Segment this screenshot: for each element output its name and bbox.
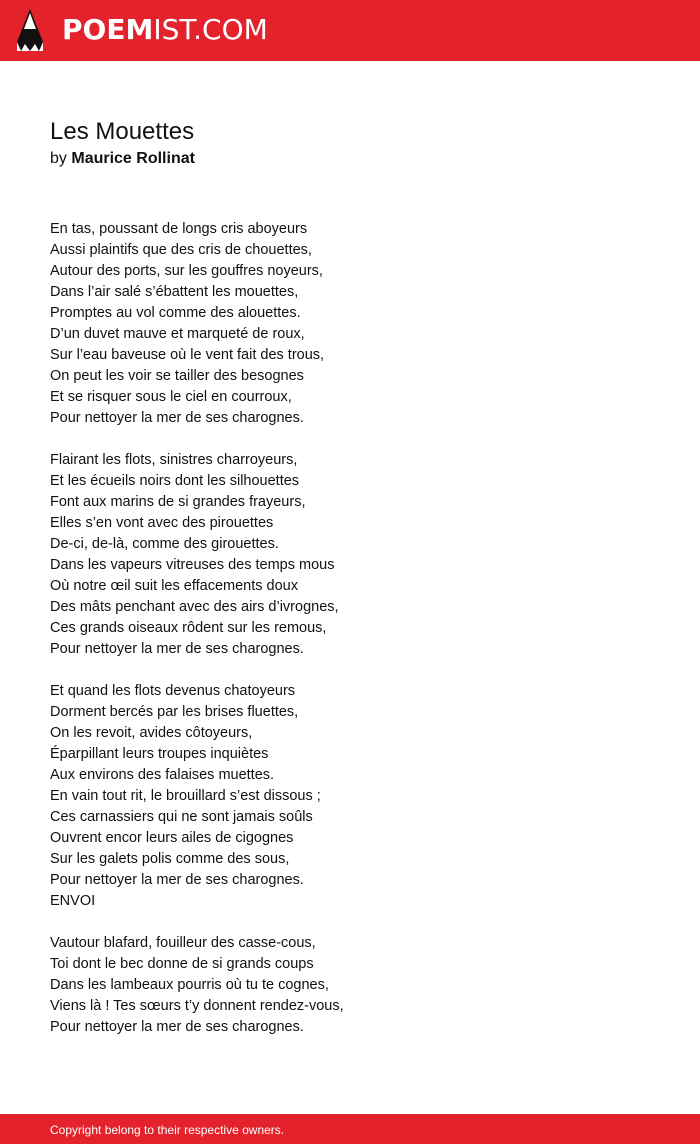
poem-line: Et les écueils noirs dont les silhouettes xyxy=(50,473,300,489)
stanza xyxy=(50,681,650,912)
poem-line: Dans les vapeurs vitreuses des temps mous xyxy=(50,557,335,573)
poem-line: Dans l’air salé s’ébattent les mouettes, xyxy=(50,284,299,300)
poem-line: Sur l’eau baveuse où le vent fait des trous, xyxy=(50,347,325,363)
poem-line: Elles s’en vont avec des pirouettes xyxy=(50,515,274,531)
by-label: by xyxy=(50,150,67,167)
author-name: Maurice Rollinat xyxy=(71,150,195,167)
stanza xyxy=(50,219,650,429)
poem-line: Toi dont le bec donne de si grands coups xyxy=(50,956,314,972)
poem-line: Flairant les flots, sinistres charroyeurs, xyxy=(50,452,298,468)
byline xyxy=(50,149,195,169)
poem-title: Les Mouettes xyxy=(50,118,195,145)
poem-line: De-ci, de-là, comme des girouettes. xyxy=(50,536,279,552)
poem-line: Ces carnassiers qui ne sont jamais soûls xyxy=(50,809,313,825)
stanza-gap xyxy=(50,429,650,450)
poem-line: En vain tout rit, le brouillard s’est dissous ; xyxy=(50,788,321,804)
poem-line: D’un duvet mauve et marqueté de roux, xyxy=(50,326,305,342)
poem-line: Dorment bercés par les brises fluettes, xyxy=(50,704,299,720)
poem-line: Viens là ! Tes sœurs t’y donnent rendez-vous, xyxy=(50,998,344,1014)
logo-light-text: IST.COM xyxy=(153,13,268,46)
poem-line: Dans les lambeaux pourris où tu te cognes, xyxy=(50,977,329,993)
stanza xyxy=(50,450,650,660)
site-footer xyxy=(0,1114,700,1144)
poem-line: Des mâts penchant avec des airs d’ivrognes, xyxy=(50,599,339,615)
poem-line: Font aux marins de si grandes frayeurs, xyxy=(50,494,306,510)
poem-line: Et quand les flots devenus chatoyeurs xyxy=(50,683,296,699)
poem-line: Ouvrent encor leurs ailes de cigognes xyxy=(50,830,294,846)
stanza-gap xyxy=(50,660,650,681)
poem-line: Et se risquer sous le ciel en courroux, xyxy=(50,389,292,405)
poem-body xyxy=(50,219,650,1038)
poem-line: Vautour blafard, fouilleur des casse-cous, xyxy=(50,935,316,951)
poem-line: Aux environs des falaises muettes. xyxy=(50,767,275,783)
site-header xyxy=(0,0,700,61)
poem-line: Pour nettoyer la mer de ses charognes. xyxy=(50,641,304,657)
poem-line: Pour nettoyer la mer de ses charognes. xyxy=(50,410,304,426)
poem-line: Promptes au vol comme des alouettes. xyxy=(50,305,301,321)
site-logo[interactable] xyxy=(62,13,268,47)
poem-line: Sur les galets polis comme des sous, xyxy=(50,851,290,867)
poem-line: Éparpillant leurs troupes inquiètes xyxy=(50,746,269,762)
poem-line: ENVOI xyxy=(50,893,96,909)
stanza xyxy=(50,933,650,1038)
poem-line: Aussi plaintifs que des cris de chouettes, xyxy=(50,242,312,258)
stanza-gap xyxy=(50,912,650,933)
poem-line: On les revoit, avides côtoyeurs, xyxy=(50,725,253,741)
logo-bold-text: POEM xyxy=(62,13,154,46)
pencil-tip-icon[interactable] xyxy=(17,9,43,51)
copyright-text: Copyright belong to their respective owners. xyxy=(50,1123,285,1137)
poem-line: On peut les voir se tailler des besognes xyxy=(50,368,304,384)
poem-line: Pour nettoyer la mer de ses charognes. xyxy=(50,1019,304,1035)
poem-line: Ces grands oiseaux rôdent sur les remous, xyxy=(50,620,327,636)
poem-line: En tas, poussant de longs cris aboyeurs xyxy=(50,221,308,237)
poem-line: Autour des ports, sur les gouffres noyeurs, xyxy=(50,263,323,279)
poem-line: Pour nettoyer la mer de ses charognes. xyxy=(50,872,304,888)
poem-line: Où notre œil suit les effacements doux xyxy=(50,578,298,594)
